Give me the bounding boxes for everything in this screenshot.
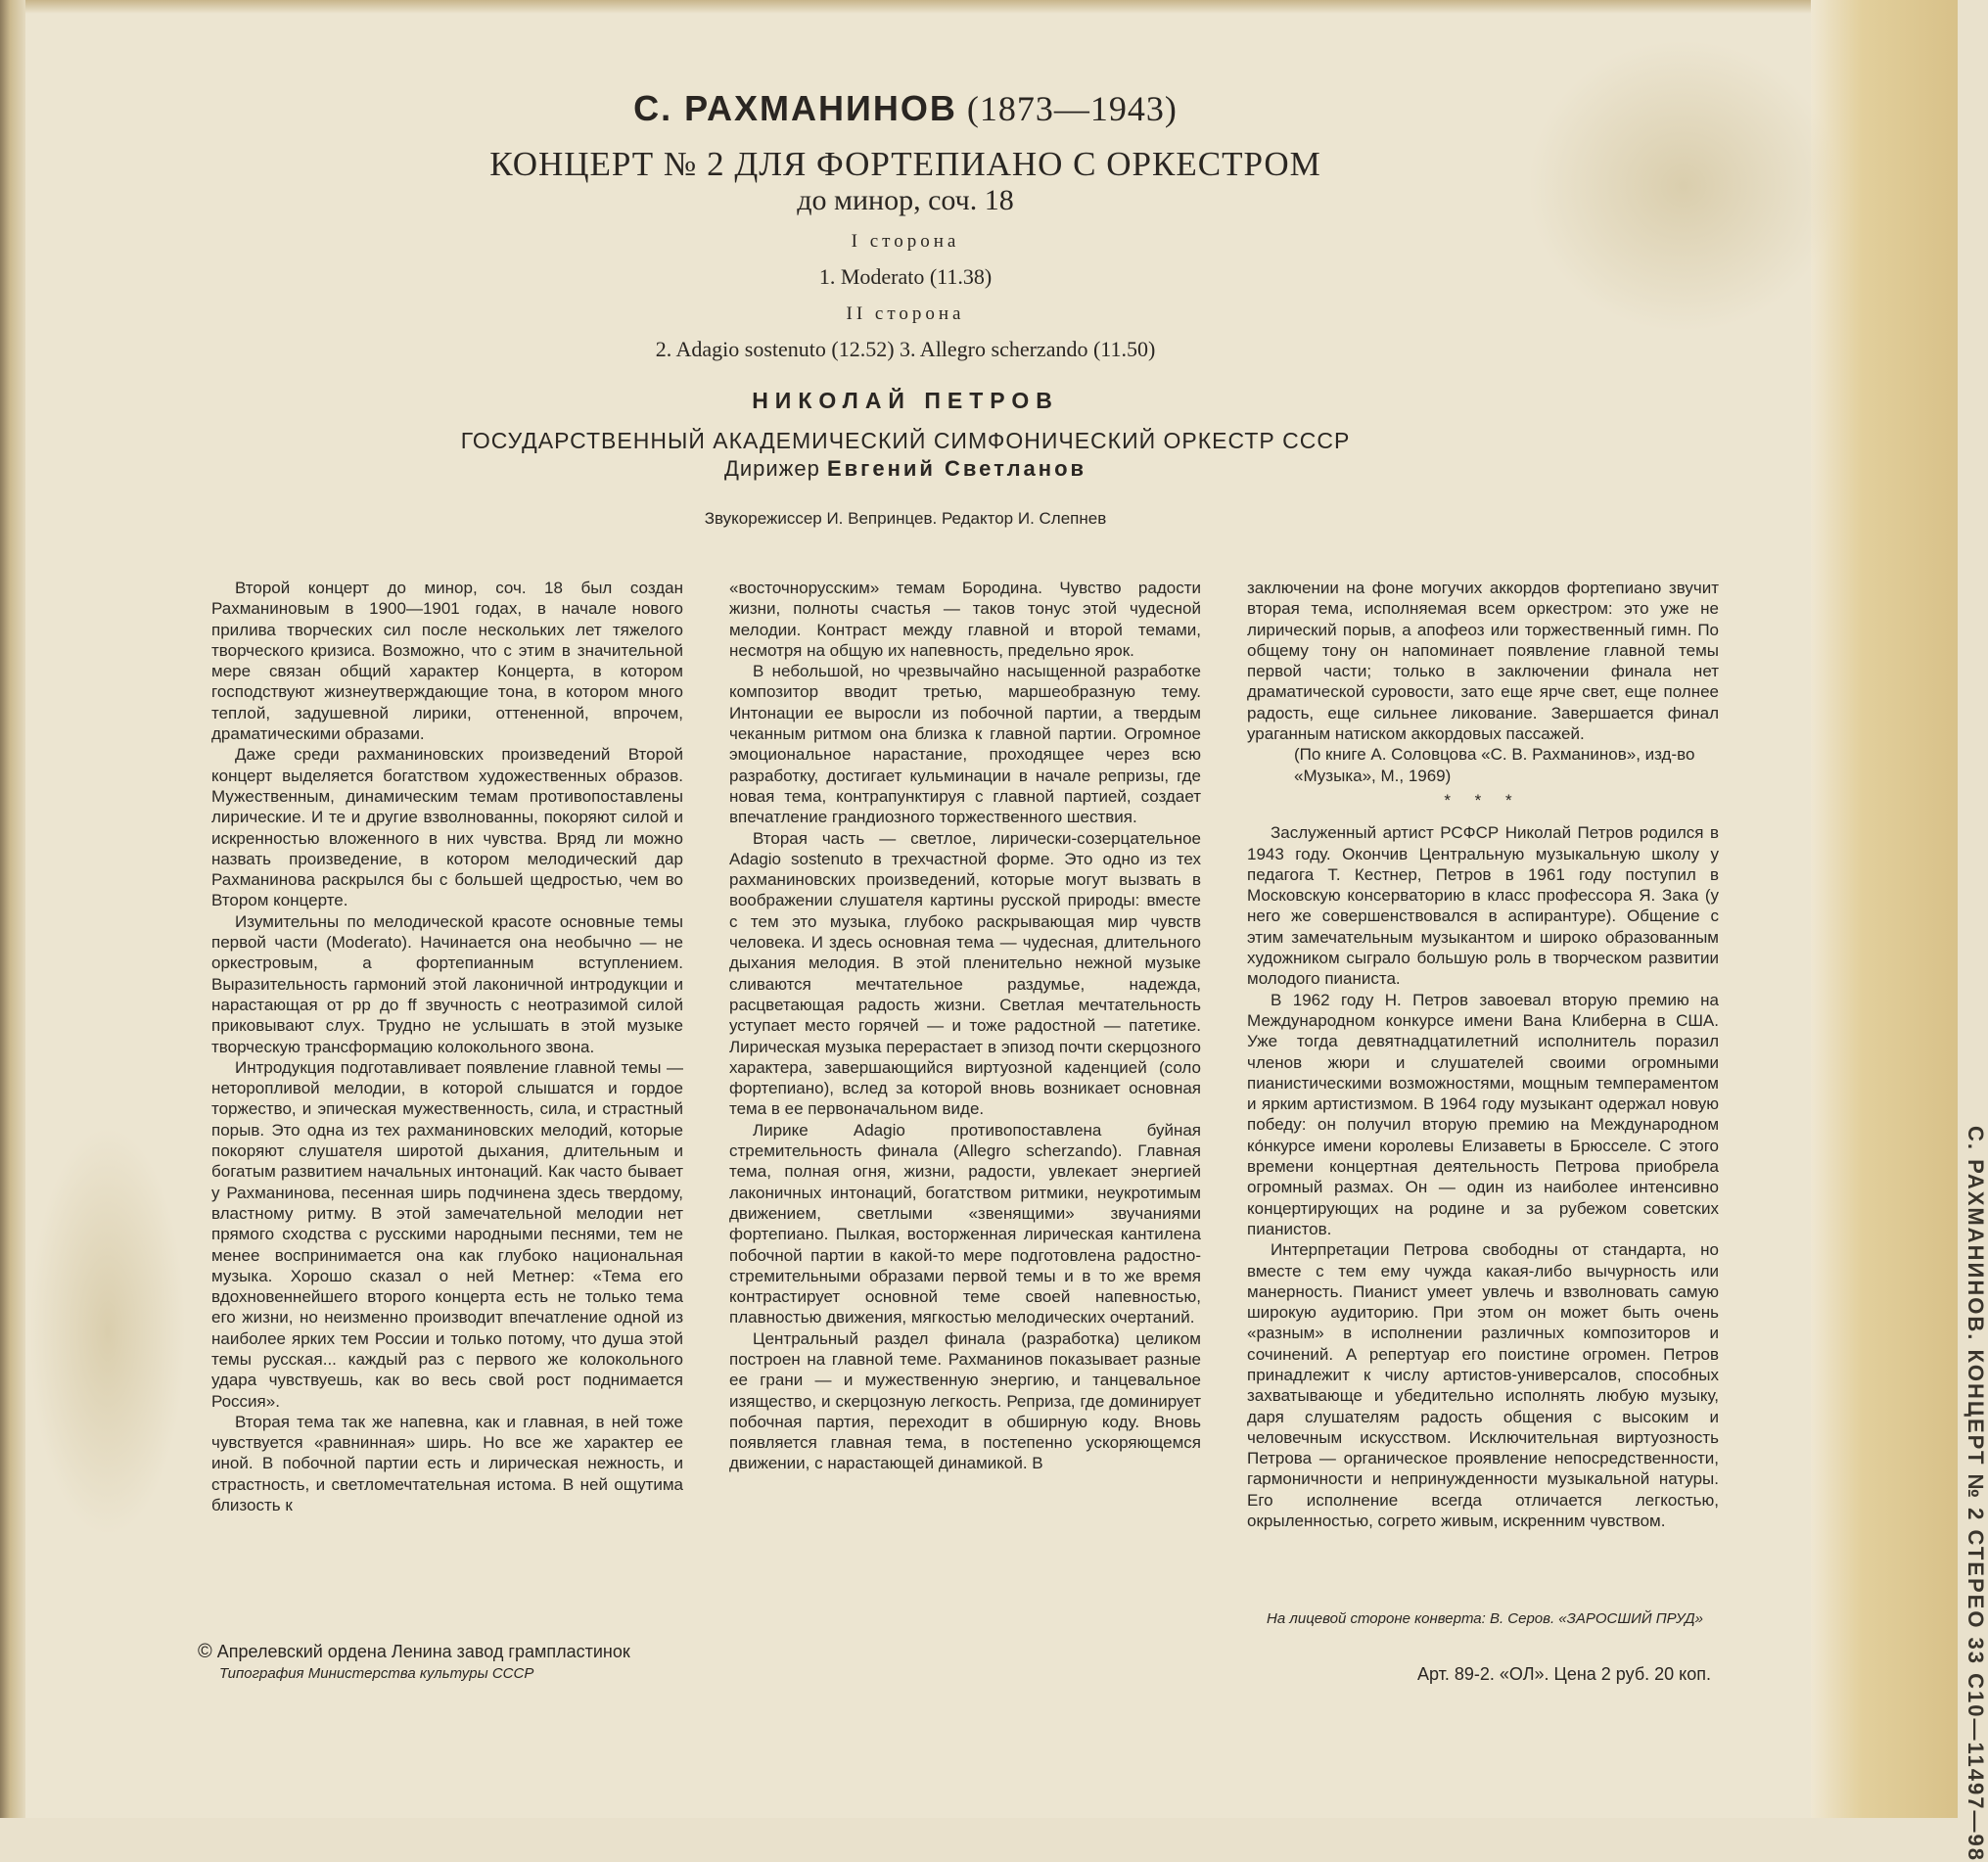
- section-divider: * * *: [1444, 790, 1522, 810]
- composer-name: С. РАХМАНИНОВ: [633, 88, 957, 128]
- paragraph: Лирике Adagio противопоставлена буйная стремительность финала (Allegro scherzando). Главная тема, полная огня, жизни, радости, увлекает энергией лаконичных интонаций, богатством ритмики, неукротимым движением, светлыми «звенящими» звучаниями фортепиано. Пылкая, восторженная лирическая кантилена побочной партии в какой-то мере подготовлена радостно-стремительными образами первой темы и в то же время контрастирует основной теме своей напевностью, плавностью движения, мягкостью мелодических очертаний.: [729, 1120, 1201, 1327]
- paragraph: В небольшой, но чрезвычайно насыщенной разработке композитор вводит третью, маршеобразную тему. Интонации ее выросли из побочной партии, а твердым чеканным ритмом она близка к главной партии. Огромное эмоциональное нарастание, проходящее через всю разработку, достигает кульминации в начале репризы, где новая тема, контрапунктируя с главной партией, создает впечатление грандиозного торжественного шествия.: [729, 662, 1201, 827]
- conductor-name: Евгений Светланов: [826, 456, 1087, 481]
- liner-column-3: [1247, 578, 1719, 1586]
- source-citation: (По книге А. Соловцова «С. В. Рахманинов», изд-во «Музыка», М., 1969): [1294, 745, 1695, 785]
- cover-art-note: На лицевой стороне конверта: В. Серов. «ЗАРОСШИЙ ПРУД»: [1267, 1610, 1703, 1627]
- paragraph: Вторая тема так же напевна, как и главная, в ней тоже чувствуется «равнинная» ширь. Но все же характер ее иной. В побочной партии есть и лирическая нежность, и страстность, и светломечтательная истома. В ней ощутима близость к: [211, 1412, 683, 1515]
- side-two-tracks: 2. Adagio sostenuto (12.52) 3. Allegro scherzando (11.50): [655, 337, 1156, 361]
- copyright-icon: ©: [198, 1641, 212, 1662]
- work-subtitle: до минор, соч. 18: [797, 184, 1014, 216]
- liner-notes: [211, 578, 1719, 1586]
- publisher-line: [198, 1641, 630, 1663]
- publisher-block: [198, 1641, 630, 1682]
- spine-text: С. РАХМАНИНОВ. КОНЦЕРТ № 2 СТЕРЕО 33 С10—11497—98: [1964, 1126, 1988, 1862]
- composer-years: (1873—1943): [966, 89, 1178, 128]
- catalog-price: Арт. 89-2. «ОЛ». Цена 2 руб. 20 коп.: [1416, 1664, 1711, 1684]
- production-credits: Звукорежиссер И. Вепринцев. Редактор И. Слепнев: [704, 509, 1107, 528]
- right-edge-spine-fold: [1811, 0, 1958, 1818]
- paragraph: Второй концерт до минор, соч. 18 был создан Рахманиновым в 1900—1901 годах, в начале нового прилива творческих сил после нескольких лет тяжелого творческого кризиса. Возможно, что с этим в значительной мере связан общий характер Концерта, в котором господствуют жизнеутверждающие тона, в котором много теплой, задушевной лирики, оттененной, впрочем, драматическими образами.: [211, 579, 683, 744]
- paragraph: заключении на фоне могучих аккордов фортепиано звучит вторая тема, исполняемая всем оркестром: это уже не лирический порыв, а апофеоз или торжественный гимн. По общему тону он напоминает появление главной темы первой части; только в заключении финала нет драматической суровости, зато еще ярче свет, еще полнее радость, еще сильнее ликование. Завершается финал ураганным натиском аккордовых пассажей.: [1247, 579, 1719, 744]
- liner-column-2: [729, 578, 1201, 1586]
- side-two-label: II сторона: [846, 303, 965, 324]
- soloist-name: НИКОЛАЙ ПЕТРОВ: [752, 388, 1059, 413]
- header: [0, 88, 1811, 529]
- work-title: КОНЦЕРТ № 2 ДЛЯ ФОРТЕПИАНО С ОРКЕСТРОМ: [489, 145, 1321, 183]
- side-one-label: I сторона: [851, 231, 960, 252]
- paper-stain: [29, 1126, 186, 1537]
- paragraph: Интерпретации Петрова свободны от стандарта, но вместе с тем ему чужда какая-либо вычурность или манерность. Пианист умеет увлечь и взволновать самую широкую аудиторию. При этом он может быть очень «разным» в исполнении различных композиторов и сочинений. А репертуар его поистине огромен. Петров принадлежит к числу артистов-универсалов, способных захватывающе и убедительно исполнять любую музыку, даря слушателям радость общения с высоким и человечным искусством. Исключительная виртуозность Петрова — органическое проявление непосредственности, гармоничности и непринужденности музыкальной натуры. Его исполнение всегда отличается легкостью, окрыленностью, согрето живым, искренним чувством.: [1247, 1240, 1719, 1531]
- paragraph: Даже среди рахманиновских произведений Второй концерт выделяется богатством художественных образов. Мужественным, динамическим темам противопоставлены лирические. И те и другие взволнованны, покоряют силой и искренностью вложенного в них чувства. Вряд ли можно назвать произведение, в котором мелодический дар Рахманинова раскрылся бы с большей щедростью, чем во Втором концерте.: [211, 745, 683, 910]
- paragraph: Заслуженный артист РСФСР Николай Петров родился в 1943 году. Окончив Центральную музыкальную школу у педагога Т. Кестнер, Петров в 1961 году поступил в Московскую консерваторию в класс профессора Я. Зака (у него же совершенствовался в аспирантуре). Общение с этим замечательным музыкантом и широко образованным художником сыграло большую роль в творческом развитии молодого пианиста.: [1247, 823, 1719, 989]
- printer-line: Типография Министерства культуры СССР: [219, 1665, 534, 1682]
- top-edge-wear: [0, 0, 1958, 14]
- conductor-label: Дирижер: [723, 456, 820, 481]
- side-one-track: 1. Moderato (11.38): [818, 264, 993, 289]
- publisher-name: Апрелевский ордена Ленина завод грампластинок: [216, 1642, 630, 1661]
- paragraph: «восточнорусским» темам Бородина. Чувство радости жизни, полноты счастья — таков тонус этой чудесной мелодии. Контраст между главной и второй темами, несмотря на общую их напевность, предельно ярок.: [729, 579, 1201, 660]
- paragraph: Интродукция подготавливает появление главной темы — неторопливой мелодии, в которой слышатся и гордое торжество, и эпическая мужественность, сила, и страстный порыв. Это одна из тех рахманиновских мелодий, которые покоряют слушателя широтой дыхания, длительным и богатым развитием начальных интонаций. Как часто бывает у Рахманинова, песенная ширь подчинена здесь твердому, властному ритму. В этой замечательной мелодии нет прямого сходства с русскими народными песнями, тем не менее воспринимается она как глубоко национальная музыка. Хорошо сказал о ней Метнер: «Тема его вдохновеннейшего второго концерта есть не только тема его жизни, но неизменно производит впечатление одной из наиболее ярких тем России и только потому, что душа этой темы русская... каждый раз с первого же колокольного удара чувствуешь, как во весь свой рост поднимается Россия».: [211, 1057, 683, 1411]
- composer-line: [0, 88, 1811, 129]
- paragraph: Изумительны по мелодической красоте основные темы первой части (Moderato). Начинается она необычно — не оркестровым, а фортепианным вступлением. Выразительность гармоний этой лаконичной интродукции и нарастающая от pp до ff звучность с неотразимой силой приковывают слух. Трудно не услышать в этой музыке творческую трансформацию колокольного звона.: [211, 911, 683, 1056]
- paragraph: Вторая часть — светлое, лирически-созерцательное Adagio sostenuto в трехчастной форме. Это одно из тех рахманиновских произведений, которые могут вызвать в воображении слушателя картины русской природы: вместе с тем это музыка, глубоко раскрывающая мир чувств человека. И здесь основная тема — чудесная, длительного дыхания мелодия. В этой пленительно нежной музыке сливаются мечтательное раздумье, надежда, расцветающая радость жизни. Светлая мечтательность уступает место горячей — и тоже радостной — патетике. Лирическая музыка перерастает в эпизод почти скерцозного характера, завершающийся виртуозной каденцией (соло фортепиано), вслед за которой вновь возникает основная тема в ее первоначальном виде.: [729, 828, 1201, 1119]
- orchestra-name: ГОСУДАРСТВЕННЫЙ АКАДЕМИЧЕСКИЙ СИМФОНИЧЕСКИЙ ОРКЕСТР СССР: [460, 428, 1351, 453]
- paragraph: В 1962 году Н. Петров завоевал вторую премию на Международном конкурсе имени Вана Клиберна в США. Уже тогда девятнадцатилетний исполнитель поразил членов жюри и слушателей своими огромными пианистическими возможностями, мощным темпераментом и ярким артистизмом. В 1964 году музыкант одержал новую победу: он получил вторую премию на Международном ко́нкурсе имени королевы Елизаветы в Брюсселе. С этого времени концертная деятельность Петрова приобрела огромный размах. Он — один из наиболее интенсивно концертирующих на родине и за рубежом советских пианистов.: [1247, 990, 1719, 1238]
- liner-column-1: [211, 578, 683, 1586]
- conductor-line: [0, 456, 1811, 482]
- paragraph: Центральный раздел финала (разработка) целиком построен на главной теме. Рахманинов показывает разные ее грани — и мужественную энергию, и танцевальное изящество, и скерцозную легкость. Реприза, где доминирует побочная партия, переходит в обширную коду. Вновь появляется главная тема, в постепенно ускоряющемся движении, с нарастающей динамикой. В: [729, 1328, 1201, 1473]
